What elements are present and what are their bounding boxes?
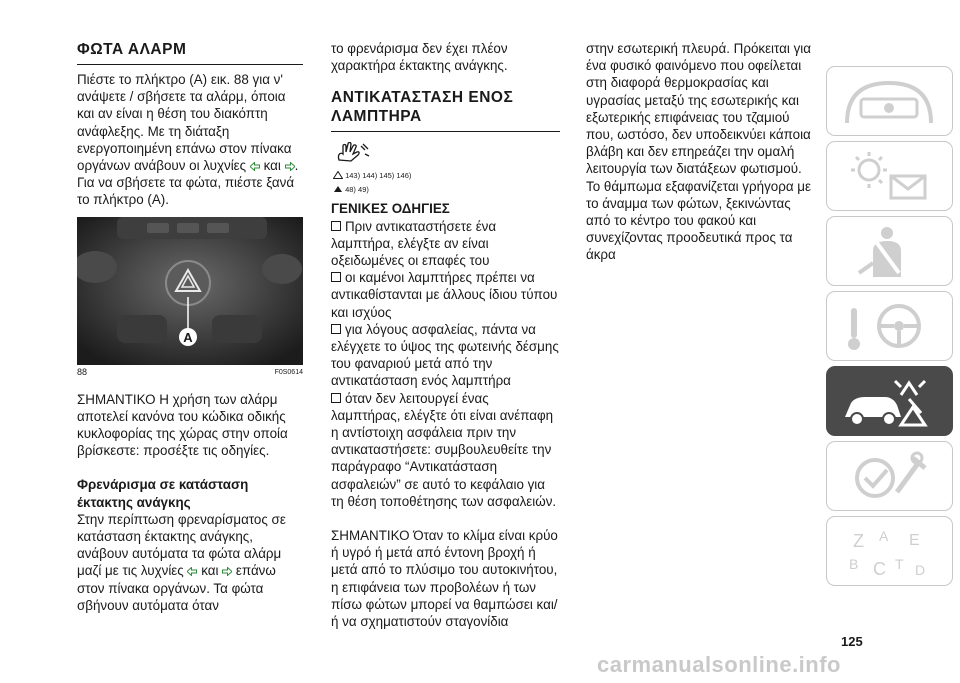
section-heading-hazard: ΦΩΤΑ ΑΛΑΡΜ — [77, 41, 187, 58]
svg-text:D: D — [915, 562, 926, 578]
index-letters-icon — [839, 523, 939, 581]
bullet-item: οι καμένοι λαμπτήρες πρέπει να αντικαθίστανται με άλλους ίδιου τύπου και ισχύος — [331, 270, 558, 320]
paragraph-emergency-braking: Στην περίπτωση φρεναρίσματος σε κατάσταση έκτακτης ανάγκης, ανάβουν αυτόματα τα φώτα αλάρμ μαζί με τις λυχνίες και επάνω στον πίνακα οργάνων. Τα φώτα σβήνουν αυτόματα όταν — [77, 511, 286, 613]
tab-starting-driving[interactable] — [826, 291, 953, 361]
page-number: 125 — [841, 634, 863, 649]
service-wrench-icon — [839, 448, 939, 506]
turn-right-indicator-icon — [285, 162, 295, 171]
tab-emergency[interactable] — [826, 366, 953, 436]
turn-left-indicator-icon — [250, 162, 260, 171]
tab-index[interactable] — [826, 516, 953, 586]
paragraph-hazard-intro: Πιέστε το πλήκτρο (A) εικ. 88 για ν' ανάψετε / σβήσετε τα αλάρμ, όποια και αν είναι η θέση του διακόπτη ανάφλεξης. Με τη διάταξη ενεργοποιημένη επάνω στον πίνακα οργάνων ανάβουν οι λυχνίες και . Για να σβήσετε τα φώτα, πιέστε ξανά το πλήκτρο (A). — [77, 72, 299, 208]
svg-text:Z: Z — [853, 531, 864, 551]
paragraph-condensation-note: ΣΗΜΑΝΤΙΚΟ Όταν το κλίμα είναι κρύο ή υγρό ή μετά από έντονη βροχή ή μετά από το πλύσιμο του αυτοκινήτου, η επιφάνεια των προβολέων ή των πίσω φώτων μπορεί να θαμπώσει και/ή να σχηματιστούν σταγονίδια — [331, 528, 558, 630]
checkbox-bullet-icon — [331, 324, 341, 334]
warning-lights-icon — [839, 148, 939, 206]
checkbox-bullet-icon — [331, 272, 341, 282]
tab-warning-lights[interactable] — [826, 141, 953, 211]
breakdown-icon — [839, 373, 939, 431]
dashboard-photo-illustration — [77, 217, 303, 365]
car-dashboard-icon — [839, 73, 939, 131]
subheading-general-instructions: ΓΕΝΙΚΕΣ ΟΔΗΓΙΕΣ — [331, 201, 450, 217]
checkbox-bullet-icon — [331, 221, 341, 231]
svg-text:T: T — [895, 556, 904, 572]
warning-hand-icon — [335, 142, 371, 162]
tab-safety[interactable] — [826, 216, 953, 286]
chapter-tabs — [826, 66, 953, 591]
column-3 — [586, 40, 811, 264]
paragraph-important-note: ΣΗΜΑΝΤΙΚΟ Η χρήση των αλάρμ αποτελεί κανόνα του κώδικα οδικής κυκλοφορίας της χώρας στην οποία βρίσκεστε: προσέξτε τις οδηγίες. — [77, 391, 288, 459]
checkbox-bullet-icon — [331, 393, 341, 403]
hazard-button-photo — [77, 217, 303, 365]
paragraph-condensation-continued: στην εσωτερική πλευρά. Πρόκειται για ένα φυσικό φαινόμενο που οφείλεται στη διαφορά θερμοκρασίας και υγρασίας μεταξύ της εσωτερικής και εξωτερικής επιφάνειας του τζαμιού που, ωστόσο, δεν υποδεικνύει κάποια βλάβη και δεν επηρεάζει την ομαλή λειτουργία των διατάξεων φωτισμού. Το θάμπωμα εξαφανίζεται γρήγορα με το άναμμα των φώτων, ξεκινώντας από το κέντρο του φακού και συνεχίζοντας προοδευτικά προς τα άκρα — [586, 41, 811, 263]
turn-right-indicator-icon — [222, 567, 232, 576]
figure-code: F0S0614 — [274, 368, 303, 376]
paragraph-continued: το φρενάρισμα δεν έχει πλέον χαρακτήρα έκτακτης ανάγκης. — [331, 41, 508, 74]
subheading-emergency-braking: Φρενάρισμα σε κατάσταση έκτακτης ανάγκης — [77, 477, 249, 510]
section-heading-bulb-replacement: ΑΝΤΙΚΑΤΑΣΤΑΣΗ ΕΝΟΣ ΛΑΜΠΤΗΡΑ — [331, 89, 514, 126]
turn-left-indicator-icon — [187, 567, 197, 576]
column-2 — [331, 40, 560, 630]
watermark: carmanualsonline.info — [597, 652, 841, 677]
tab-maintenance[interactable] — [826, 441, 953, 511]
caution-icon — [333, 184, 343, 192]
figure-number: 88 — [77, 366, 88, 377]
svg-text:A: A — [879, 528, 889, 544]
warning-triangle-icon — [333, 170, 343, 178]
steering-wheel-icon — [839, 298, 939, 356]
figure-caption — [77, 367, 303, 377]
bullet-item: για λόγους ασφαλείας, πάντα να ελέγχετε το ύψος της φωτεινής δέσμης του φαναριού μετά από την αντικατάσταση ενός λαμπτήρα — [331, 321, 559, 389]
warning-references: 143) 144) 145) 146) 48) 49) — [333, 169, 560, 197]
bullet-item: όταν δεν λειτουργεί ένας λαμπτήρας, ελέγξτε ότι είναι ανέπαφη η αντίστοιχη ασφάλεια πριν την αντικαταστήσετε: συμβουλευθείτε την παράγραφο “Αντικατάσταση ασφαλειών” σε αυτό το κεφάλαιο για τη θέση τοποθέτησης των ασφαλειών. — [331, 390, 557, 509]
svg-text:C: C — [873, 559, 886, 579]
seatbelt-icon — [839, 223, 939, 281]
callout-label-a: A — [183, 329, 193, 345]
svg-text:B: B — [849, 556, 859, 572]
tab-dashboard[interactable] — [826, 66, 953, 136]
bullet-item: Πριν αντικαταστήσετε ένα λαμπτήρα, ελέγξτε αν είναι οξειδωμένες οι επαφές του — [331, 218, 497, 269]
column-1 — [77, 40, 303, 614]
svg-text:E: E — [909, 532, 920, 549]
